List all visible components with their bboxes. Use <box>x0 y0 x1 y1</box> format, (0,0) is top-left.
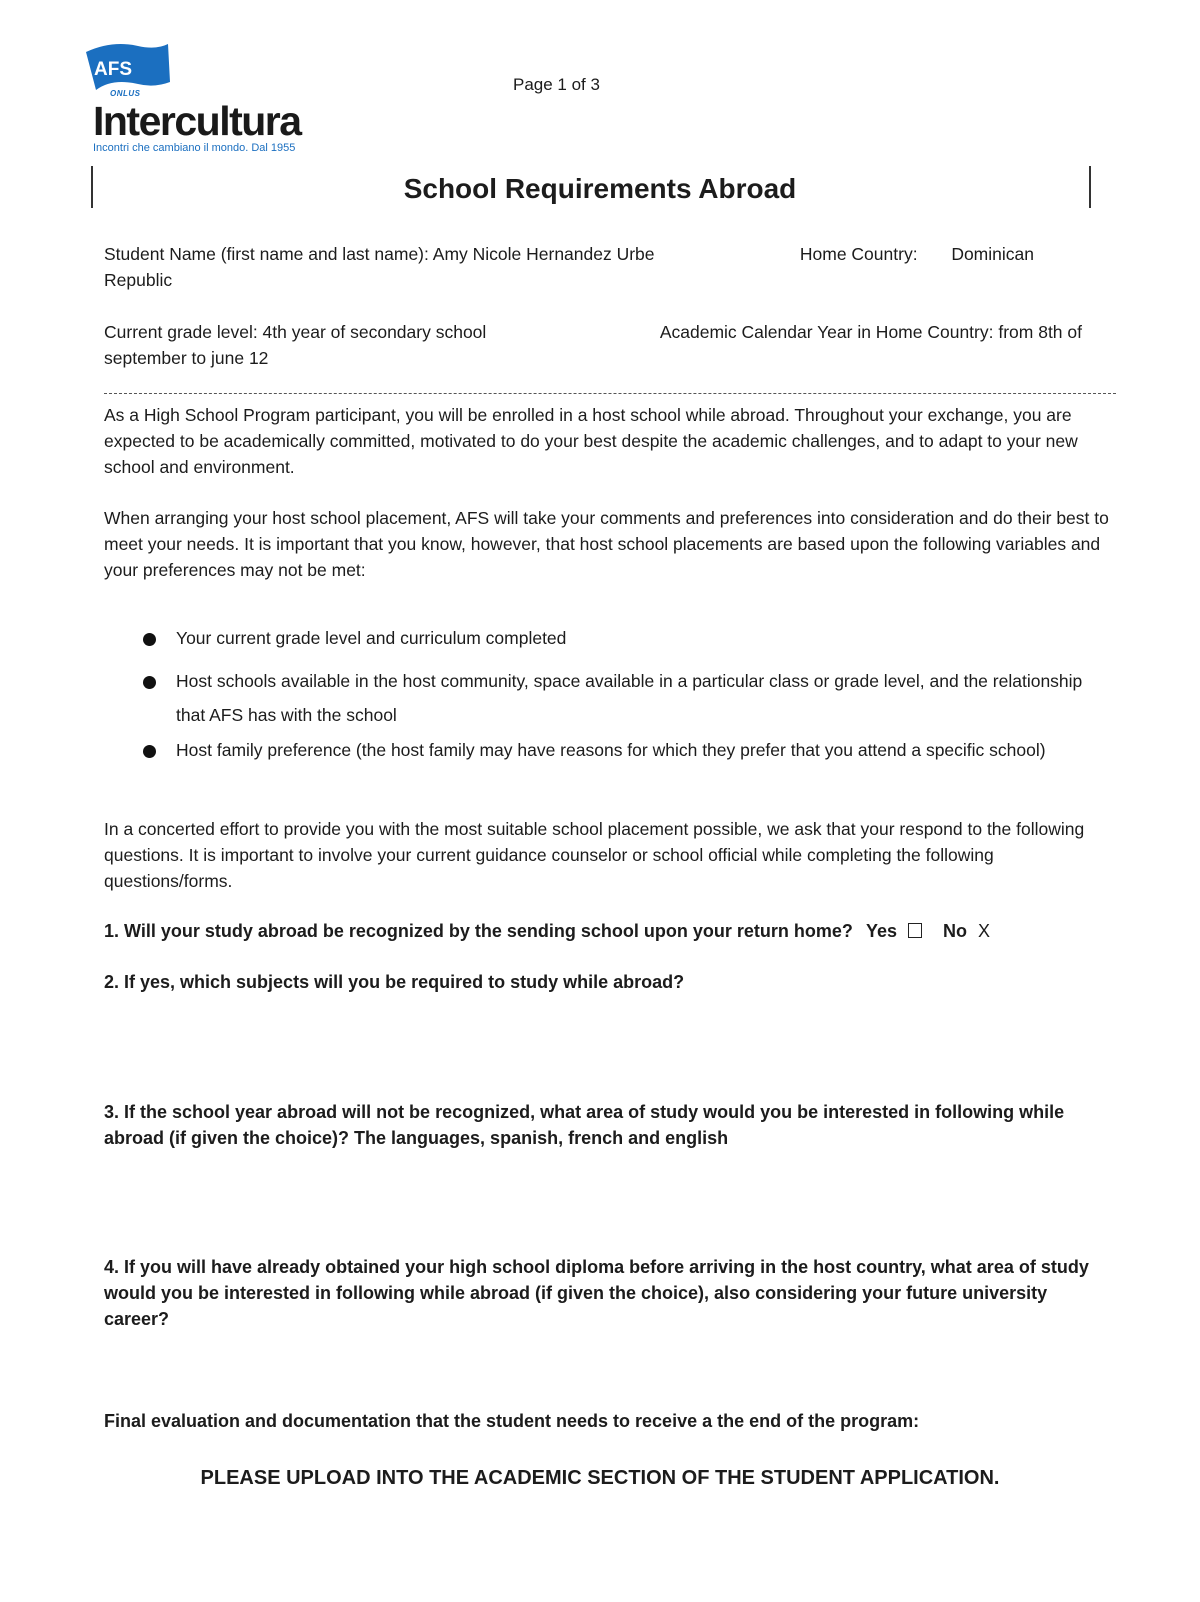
question-4: 4. If you will have already obtained your high school diploma before arriving in the host country, what area of study would you be interested in following while abroad (if given the choice), also considering your future university career? <box>104 1257 1089 1329</box>
q1-yes-label: Yes <box>865 921 897 941</box>
upload-notice: PLEASE UPLOAD INTO THE ACADEMIC SECTION OF THE STUDENT APPLICATION. <box>200 1467 1000 1489</box>
student-info-block <box>104 241 1114 293</box>
student-name-line: Student Name (first name and last name): Amy Nicole Hernandez Urbe <box>104 244 655 264</box>
question-2: 2. If yes, which subjects will you be required to study while abroad? <box>104 972 685 992</box>
home-country-value: Dominican <box>951 244 1034 264</box>
dashed-separator <box>104 393 1116 394</box>
logo-tagline: Incontri che cambiano il mondo. Dal 1955 <box>93 142 296 154</box>
bullet-icon <box>143 745 156 758</box>
q1-no-label: No <box>943 921 968 941</box>
question-1-text: 1. Will your study abroad be recognized by the sending school upon your return home? <box>104 921 853 941</box>
page-number: Page 1 of 3 <box>513 75 600 94</box>
final-evaluation-line: Final evaluation and documentation that the student needs to receive a the end of the program: <box>104 1411 920 1431</box>
list-item: Host family preference (the host family may have reasons for which they prefer that you attend a specific school) <box>176 740 1046 760</box>
question-3: 3. If the school year abroad will not be recognized, what area of study would you be interested in following while abroad (if given the choice)? The languages, spanish, french and english <box>104 1102 1065 1148</box>
logo-wordmark: Intercultura <box>93 98 301 144</box>
bullet-icon <box>143 676 156 689</box>
request-paragraph: In a concerted effort to provide you with the most suitable school placement possible, we ask that your respond to the following questions. It is important to involve your current guidance counselor or school official while completing the following questions/forms. <box>104 819 1085 891</box>
calendar-continued: september to june 12 <box>104 348 269 368</box>
calendar-line: Academic Calendar Year in Home Country: from 8th of <box>659 322 1082 342</box>
grade-level-line: Current grade level: 4th year of secondary school <box>104 322 487 342</box>
q1-no-mark[interactable]: X <box>978 921 991 941</box>
grade-info-block <box>104 319 1114 371</box>
home-country-continued: Republic <box>104 270 173 290</box>
logo-flag-text: AFS <box>94 59 132 80</box>
home-country-label: Home Country: <box>799 244 918 264</box>
q1-yes-checkbox[interactable] <box>908 923 922 938</box>
placement-paragraph: When arranging your host school placement, AFS will take your comments and preferences into consideration and do their best to meet your needs. It is important that you know, however, that host school placements are based upon the following variables and your preferences may not be met: <box>104 508 1109 580</box>
list-item: Host schools available in the host community, space available in a particular class or grade level, and the relationship that AFS has with the school <box>176 671 1083 725</box>
page-title: School Requirements Abroad <box>403 173 797 204</box>
logo-onlus: ONLUS <box>110 89 141 98</box>
intro-paragraph: As a High School Program participant, you will be enrolled in a host school while abroad. Throughout your exchange, you are expected to be academically committed, motivated to do your best despite the academic challenges, and to adapt to your new school and environment. <box>104 405 1078 477</box>
list-item: Your current grade level and curriculum completed <box>176 628 567 648</box>
bullet-icon <box>143 633 156 646</box>
question-1 <box>104 918 1114 944</box>
